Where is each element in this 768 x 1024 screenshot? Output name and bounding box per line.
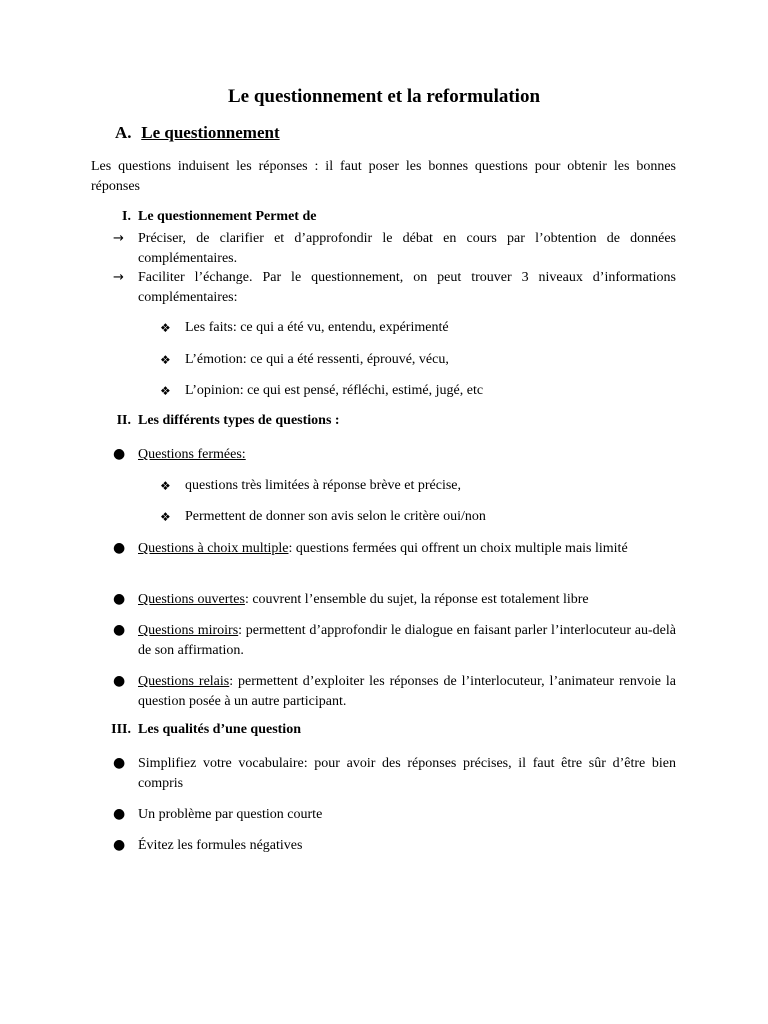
question-type-label: Questions miroirs <box>138 623 239 638</box>
list-item-text: L’émotion: ce qui a été ressenti, éprouvé, vécu, <box>185 352 449 367</box>
list-item-text: Préciser, de clarifier et d’approfondir le débat en cours par l’obtention de données complémentaires. <box>138 231 676 266</box>
list-item-text: Simplifiez votre vocabulaire: pour avoir des réponses précises, il faut être sûr d’être bien compris <box>138 756 676 791</box>
arrow-icon: → <box>113 231 124 246</box>
question-type-text: : permettent d’exploiter les réponses de l’interlocuteur, l’animateur renvoie la question posée à un autre participant. <box>138 674 676 709</box>
list-item-text: L’opinion: ce qui est pensé, réfléchi, estimé, jugé, etc <box>185 383 484 398</box>
question-type-text: : couvrent l’ensemble du sujet, la réponse est totalement libre <box>244 592 589 607</box>
list-item-text: Faciliter l’échange. Par le questionnement, on peut trouver 3 niveaux d’informations complémentaires: <box>138 270 676 305</box>
bullet-icon: ● <box>113 446 126 462</box>
question-type-label: Questions à choix multiple <box>138 541 289 556</box>
section-3-number: III. <box>111 722 131 737</box>
bullet-icon: ● <box>113 591 126 607</box>
section-2-number: II. <box>116 413 131 428</box>
question-type-label: Questions ouvertes <box>138 592 245 607</box>
section-1-title: Le questionnement Permet de <box>138 209 317 224</box>
list-item-text: questions très limitées à réponse brève et précise, <box>185 478 462 493</box>
bullet-icon: ● <box>113 806 126 822</box>
list-item-text: Un problème par question courte <box>138 807 323 822</box>
list-item-text: Évitez les formules négatives <box>138 838 303 853</box>
diamond-bullet-icon: ❖ <box>160 510 171 524</box>
bullet-icon: ● <box>113 540 126 556</box>
bullet-icon: ● <box>113 755 126 771</box>
arrow-icon: → <box>113 270 124 285</box>
section-2-title: Les différents types de questions : <box>138 413 340 428</box>
diamond-bullet-icon: ❖ <box>160 384 171 398</box>
diamond-bullet-icon: ❖ <box>160 479 171 493</box>
question-type-label: Questions fermées: <box>138 447 246 462</box>
list-item-text: Permettent de donner son avis selon le critère oui/non <box>185 509 486 524</box>
question-type-text: : questions fermées qui offrent un choix multiple mais limité <box>288 541 628 556</box>
question-type-text: : permettent d’approfondir le dialogue en faisant parler l’interlocuteur au-delà de son affirmation. <box>138 623 676 658</box>
list-item-text: Les faits: ce qui a été vu, entendu, expérimenté <box>185 320 449 335</box>
section-3-title: Les qualités d’une question <box>138 722 301 737</box>
bullet-icon: ● <box>113 622 126 638</box>
section-a-title: Le questionnement <box>141 123 280 142</box>
bullet-icon: ● <box>113 837 126 853</box>
diamond-bullet-icon: ❖ <box>160 353 171 367</box>
bullet-icon: ● <box>113 673 126 689</box>
section-1-number: I. <box>122 209 131 224</box>
diamond-bullet-icon: ❖ <box>160 321 171 335</box>
section-a-number: A. <box>115 123 132 142</box>
document-title: Le questionnement et la reformulation <box>227 86 541 107</box>
question-type-label: Questions relais <box>138 674 230 689</box>
section-a-heading <box>115 123 280 143</box>
intro-paragraph: Les questions induisent les réponses : il faut poser les bonnes questions pour obtenir les bonnes réponses <box>91 159 676 194</box>
